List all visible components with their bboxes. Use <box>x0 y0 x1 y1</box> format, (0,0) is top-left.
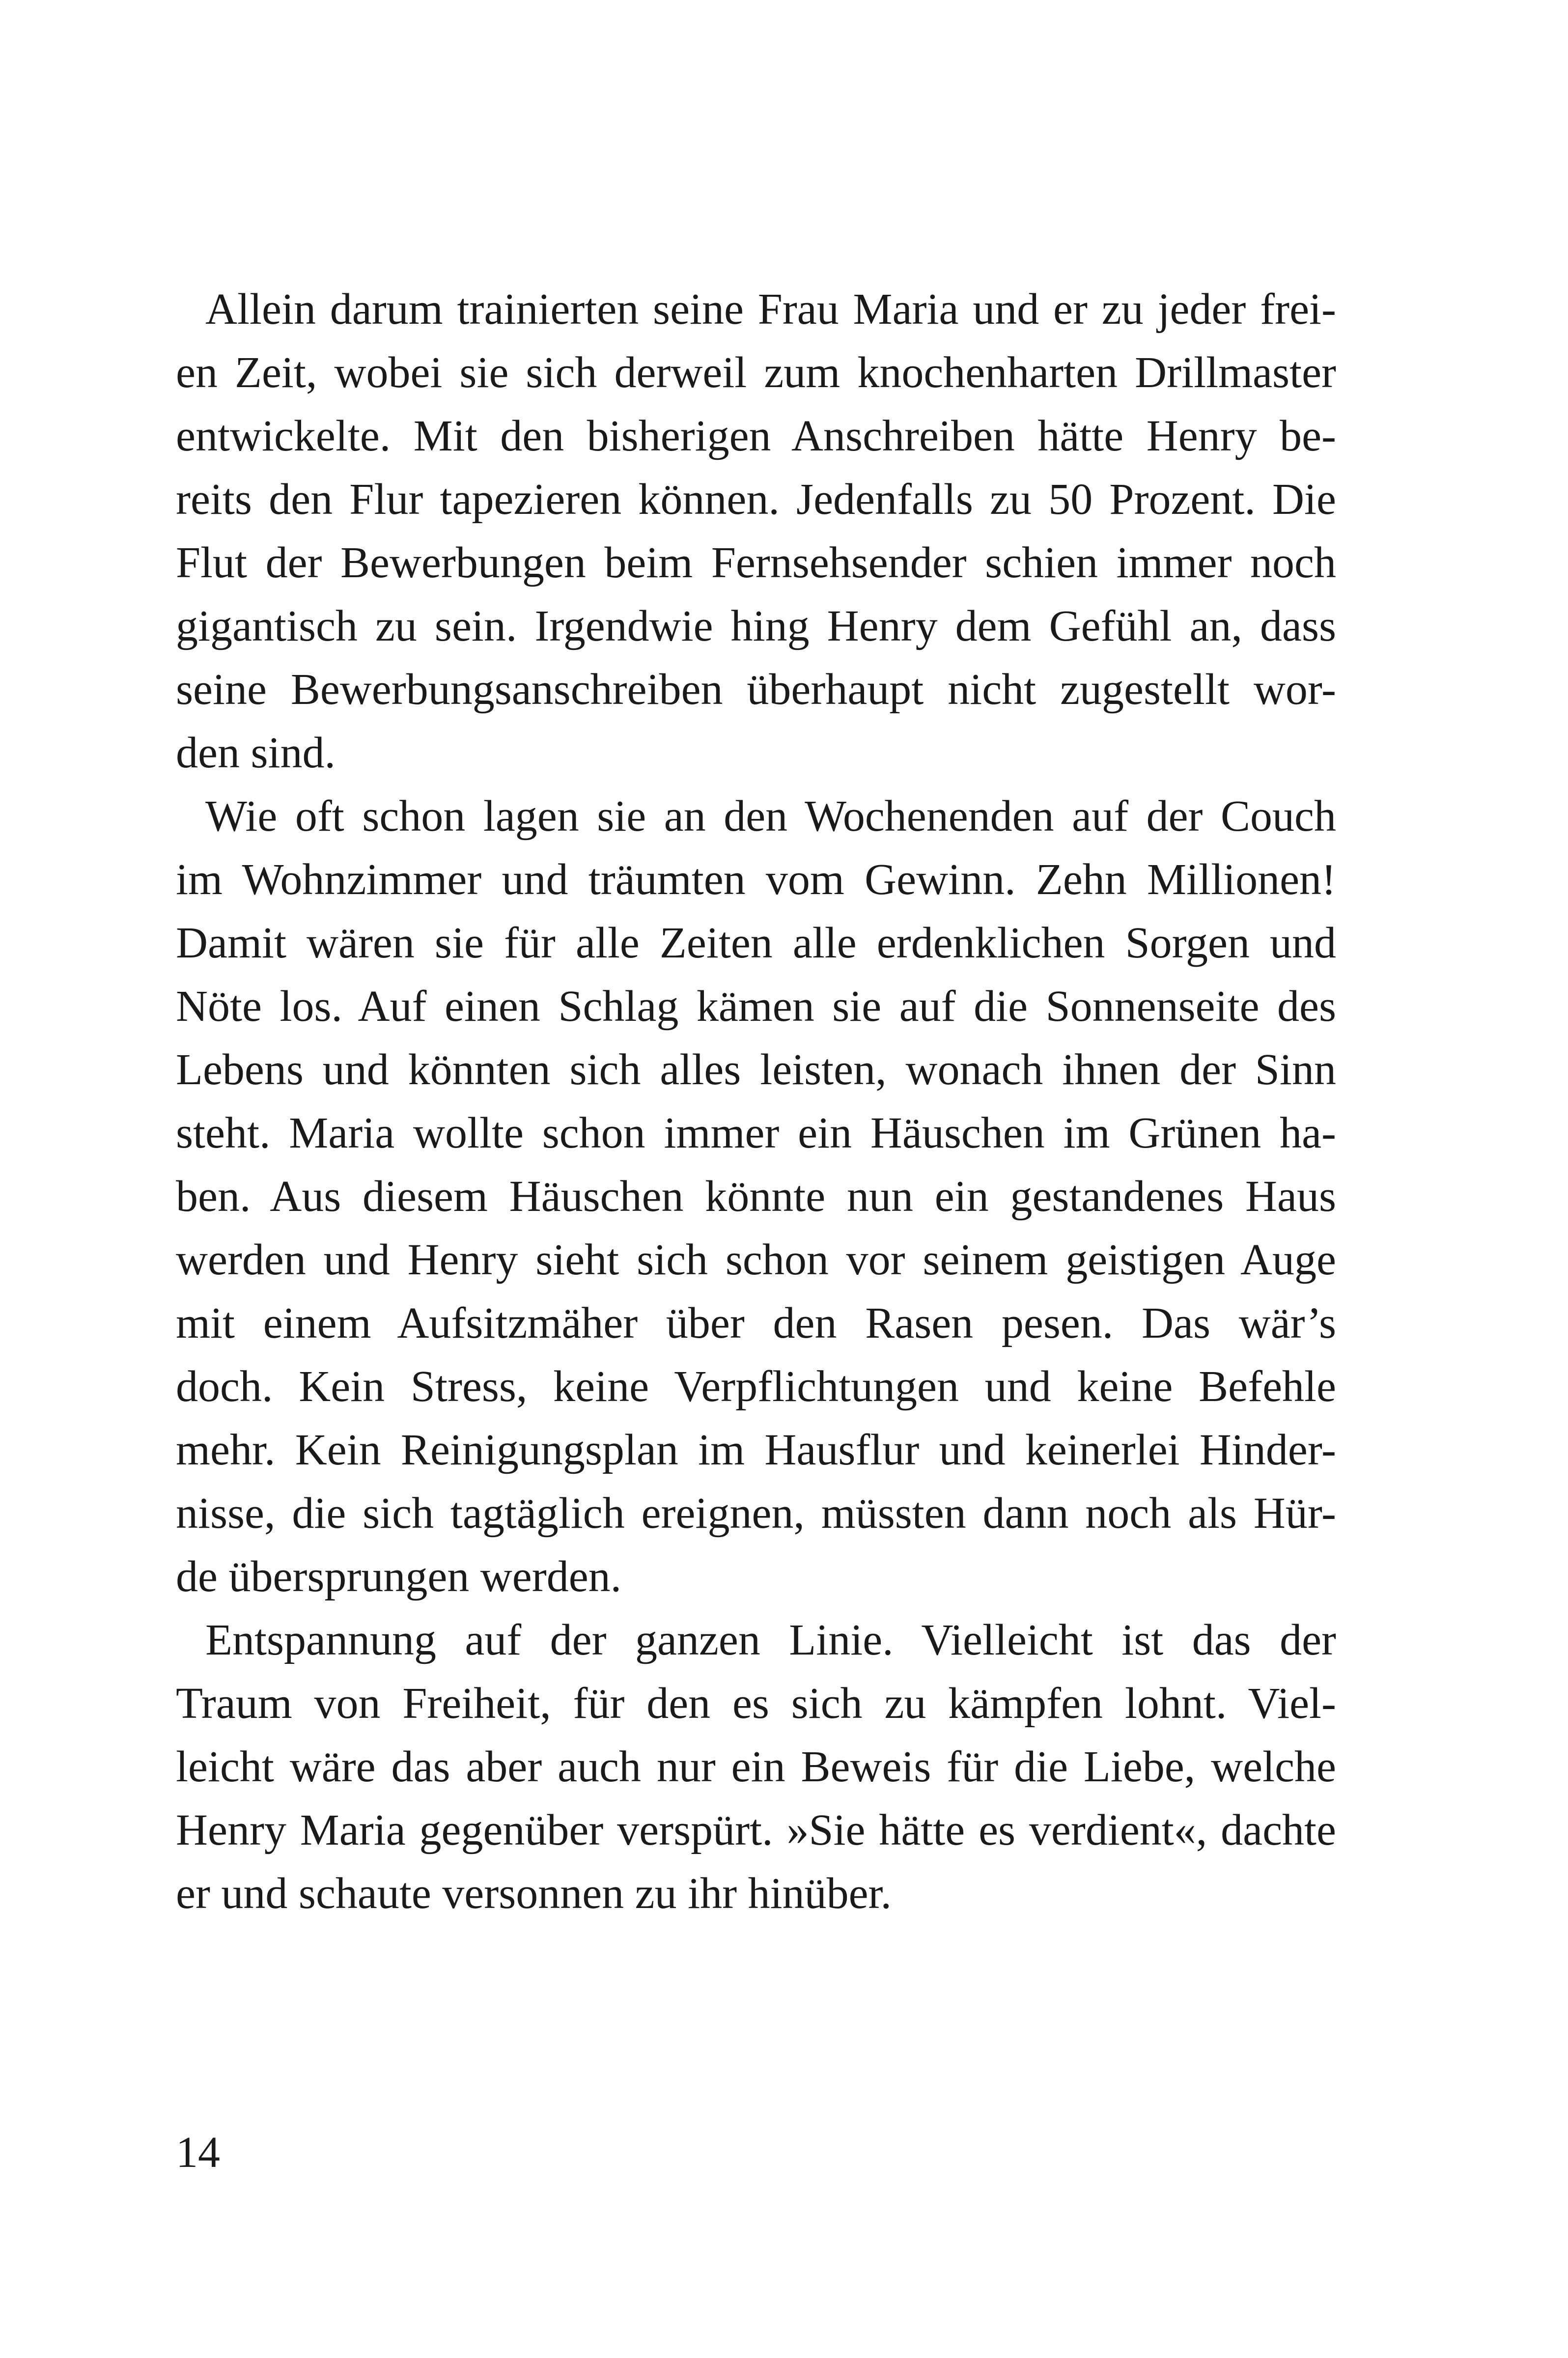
text-line: entwickelte. Mit den bisherigen Anschreiben hätte Henry be- <box>176 412 1336 460</box>
text-line: en Zeit, wobei sie sich derweil zum knochenharten Drillmaster <box>176 348 1336 397</box>
text-line: Lebens und könnten sich alles leisten, wonach ihnen der Sinn <box>176 1045 1336 1094</box>
text-line: seine Bewerbungsanschreiben überhaupt nicht zugestellt wor- <box>176 665 1336 714</box>
text-line: Damit wären sie für alle Zeiten alle erdenklichen Sorgen und <box>176 919 1336 967</box>
text-line: Allein darum trainierten seine Frau Maria und er zu jeder frei- <box>205 285 1336 334</box>
text-line: werden und Henry sieht sich schon vor seinem geistigen Auge <box>176 1235 1336 1284</box>
text-line: reits den Flur tapezieren können. Jedenfalls zu 50 Prozent. Die <box>176 475 1336 524</box>
text-line: leicht wäre das aber auch nur ein Beweis für die Liebe, welche <box>176 1742 1336 1791</box>
text-line: gigantisch zu sein. Irgendwie hing Henry dem Gefühl an, dass <box>176 602 1336 650</box>
text-line: nisse, die sich tagtäglich ereignen, müssten dann noch als Hür- <box>176 1489 1336 1538</box>
text-line: ben. Aus diesem Häuschen könnte nun ein gestandenes Haus <box>176 1172 1336 1221</box>
text-line: Wie oft schon lagen sie an den Wochenenden auf der Couch <box>205 792 1336 841</box>
body-text <box>176 278 1336 1925</box>
text-line: den sind. <box>176 729 336 777</box>
text-line: de übersprungen werden. <box>176 1552 622 1601</box>
text-line: Nöte los. Auf einen Schlag kämen sie auf die Sonnenseite des <box>176 982 1336 1031</box>
text-line: Entspannung auf der ganzen Linie. Vielleicht ist das der <box>205 1616 1336 1664</box>
text-line: Traum von Freiheit, für den es sich zu kämpfen lohnt. Viel- <box>176 1679 1336 1728</box>
text-line: er und schaute versonnen zu ihr hinüber. <box>176 1869 892 1918</box>
text-line: steht. Maria wollte schon immer ein Häuschen im Grünen ha- <box>176 1109 1336 1157</box>
text-line: mit einem Aufsitzmäher über den Rasen pesen. Das wär’s <box>176 1299 1336 1347</box>
text-line: im Wohnzimmer und träumten vom Gewinn. Zehn Millionen! <box>176 855 1336 904</box>
text-line: Henry Maria gegenüber verspürt. »Sie hätte es verdient«, dachte <box>176 1806 1336 1854</box>
text-line: doch. Kein Stress, keine Verpflichtungen und keine Befehle <box>176 1362 1336 1411</box>
page-number: 14 <box>176 2128 220 2177</box>
text-line: Flut der Bewerbungen beim Fernsehsender schien immer noch <box>176 538 1336 587</box>
text-line: mehr. Kein Reinigungsplan im Hausflur und keinerlei Hinder- <box>176 1426 1336 1474</box>
